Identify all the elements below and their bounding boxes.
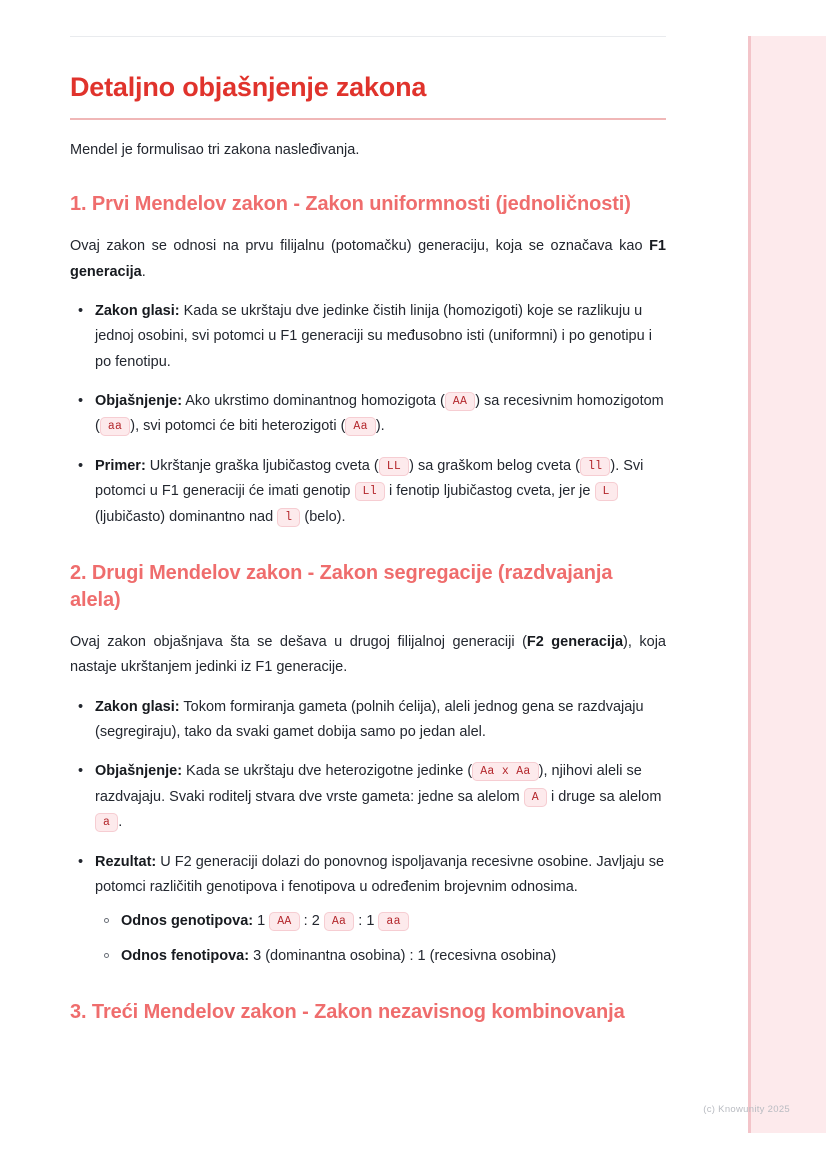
bullet-text: Tokom formiranja gameta (polnih ćelija), aleli jednog gena se razdvajaju (segregiraju), tako da svaki gamet dobija samo po jedan alel. [95, 698, 644, 741]
bullet-text: ). [375, 418, 385, 435]
list-item [70, 454, 666, 530]
genotype-tag: AA [269, 912, 299, 931]
subbullet-text: 1 [253, 913, 270, 930]
bullet-label: Objašnjenje: [95, 763, 183, 780]
genotype-tag: aa [100, 417, 130, 436]
title-underline [70, 118, 666, 120]
page-title: Detaljno objašnjenje zakona [70, 72, 427, 102]
allele-tag: A [524, 788, 547, 807]
bullet-text: ). Svi potomci u F1 generaciji će imati genotip [95, 457, 644, 500]
section-1-intro [70, 234, 666, 285]
list-item [95, 944, 666, 969]
bullet-dot-icon: • [78, 302, 84, 319]
subbullet-text: 3 (dominantna osobina) : 1 (recesivna osobina) [249, 947, 557, 964]
genotype-tag: Aa [345, 417, 375, 436]
list-item [70, 299, 666, 375]
bullet-text: Kada se ukrštaju dve jedinke čistih linija (homozigoti) koje se razlikuju u jednoj osobini, svi potomci u F1 generaciji su međusobno isti (uniformni) i po genotipu i po fenotipu. [95, 302, 652, 370]
subbullet-label: Odnos genotipova: [121, 913, 254, 930]
bullet-dot-icon: • [78, 853, 84, 870]
section-heading-1: 1. Prvi Mendelov zakon - Zakon uniformnosti (jednoličnosti) [70, 193, 631, 216]
subbullet-label: Odnos fenotipova: [121, 947, 250, 964]
section-1-intro-after: . [141, 263, 146, 280]
hollow-bullet-icon [104, 918, 109, 923]
top-divider [70, 36, 666, 37]
genotype-tag: ll [580, 457, 610, 476]
list-item [70, 759, 666, 835]
section-heading-2: 2. Drugi Mendelov zakon - Zakon segregacije (razdvajanja alela) [70, 561, 613, 611]
subbullet-text: : 2 [299, 913, 324, 930]
section-2-bullet-list [70, 695, 666, 969]
genotype-tag: LL [379, 457, 409, 476]
section-2-intro-before: Ovaj zakon objašnjava šta se dešava u drugoj filijalnoj generaciji ( [70, 633, 527, 650]
section-1-intro-before: Ovaj zakon se odnosi na prvu filijalnu (potomačku) generaciju, koja se označava kao [70, 238, 650, 255]
bullet-label: Rezultat: [95, 853, 157, 870]
bullet-text: U F2 generaciji dolazi do ponovnog ispoljavanja recesivne osobine. Javljaju se potomci različitih genotipova i fenotipova u određenim brojevnim odnosima. [95, 853, 665, 895]
bullet-label: Objašnjenje: [95, 393, 183, 410]
bullet-text: . [118, 814, 123, 831]
section-heading-3: 3. Treći Mendelov zakon - Zakon nezavisnog kombinovanja [70, 1001, 625, 1024]
bullet-label: Primer: [95, 457, 146, 474]
section-2-intro [70, 630, 666, 681]
bullet-text: Ako ukrstimo dominantnog homozigota ( [182, 393, 445, 410]
list-item [70, 695, 666, 746]
bullet-text: i druge sa alelom [546, 788, 662, 805]
genotype-tag: Ll [355, 482, 385, 501]
allele-tag: a [95, 813, 118, 832]
section-1-intro-bold: F1 generacija [70, 238, 666, 280]
document-lead: Mendel je formulisao tri zakona nasleđivanja. [70, 141, 360, 158]
allele-tag: l [277, 508, 300, 527]
genotype-tag: Aa [324, 912, 354, 931]
bullet-dot-icon: • [78, 763, 84, 780]
bullet-text: (ljubičasto) dominantno nad [95, 508, 278, 525]
section-2-intro-bold: F2 generacija [526, 633, 624, 650]
bullet-text: ) sa recesivnim homozigotom ( [95, 393, 664, 435]
bullet-text: Ukrštanje graška ljubičastog cveta ( [145, 457, 379, 474]
list-item [70, 850, 666, 970]
section-2-intro-after: ), koja nastaje ukrštanjem jedinki iz F1 generacije. [70, 633, 666, 676]
allele-tag: L [595, 482, 618, 501]
section-1-bullet-list [70, 299, 666, 530]
bullet-text: ), njihovi aleli se razdvajaju. Svaki roditelj stvara dve vrste gameta: jedne sa alelom [95, 763, 642, 805]
bullet-text: (belo). [300, 508, 346, 525]
bullet-dot-icon: • [78, 393, 84, 410]
hollow-bullet-icon [104, 953, 109, 958]
genotype-tag: aa [378, 912, 408, 931]
bullet-text: ) sa graškom belog cveta ( [409, 457, 580, 474]
decorative-side-panel [748, 36, 826, 1133]
bullet-dot-icon: • [78, 698, 84, 715]
bullet-label: Zakon glasi: [95, 302, 180, 319]
bullet-label: Zakon glasi: [95, 698, 180, 715]
list-item [70, 389, 666, 440]
list-item [95, 909, 666, 934]
bullet-text: ), svi potomci će biti heterozigoti ( [130, 418, 346, 435]
subbullet-text: : 1 [354, 913, 379, 930]
result-sub-list [95, 909, 666, 969]
copyright-footer: (c) Knowunity 2025 [703, 1104, 790, 1115]
genotype-tag: AA [445, 392, 475, 411]
bullet-text: Kada se ukrštaju dve heterozigotne jedinke ( [182, 763, 473, 780]
bullet-text: i fenotip ljubičastog cveta, jer je [384, 483, 595, 500]
bullet-dot-icon: • [78, 457, 84, 474]
cross-tag: Aa x Aa [472, 762, 538, 781]
